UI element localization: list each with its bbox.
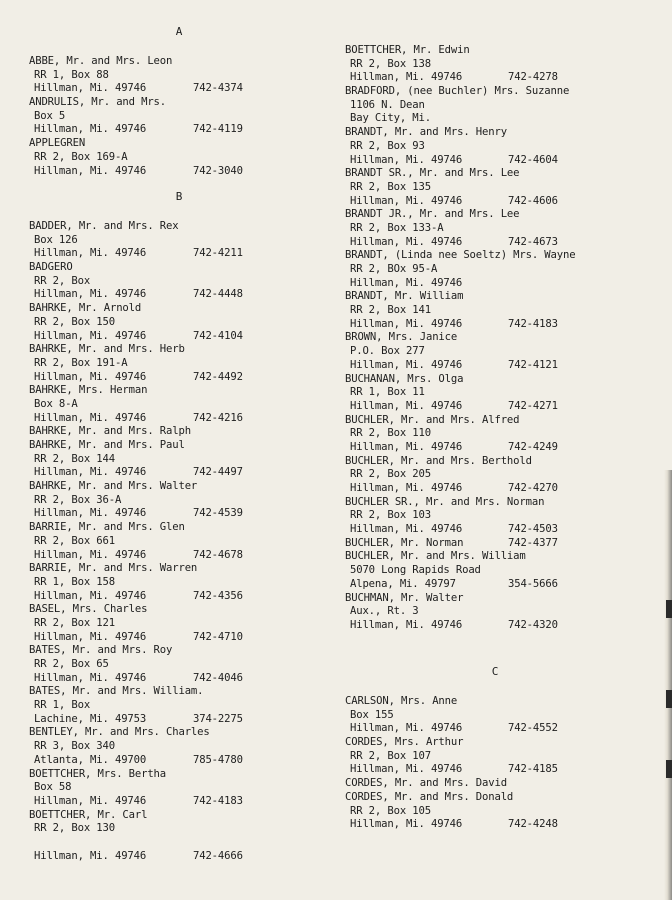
directory-entry: [29, 439, 329, 480]
directory-section: [345, 44, 645, 633]
entry-city: Hillman, Mi. 49746: [350, 71, 463, 84]
entry-address-line: Box 58: [34, 781, 72, 794]
entry-address-line: Box 5: [34, 109, 66, 122]
entry-address-line: Hillman, Mi. 49746: [350, 276, 463, 289]
directory-section: [345, 665, 645, 832]
directory-entry: [345, 249, 645, 290]
entry-phone: 742-4270: [508, 482, 558, 494]
entry-address-line: RR 2, Box 141: [350, 304, 431, 317]
section-letter-heading: C: [491, 665, 499, 678]
directory-entry: [345, 791, 645, 832]
entry-name: ANDRULIS, Mr. and Mrs.: [29, 96, 167, 109]
directory-entry: [29, 768, 329, 809]
entry-name: BUCHLER, Mr. and Mrs. Berthold: [345, 454, 532, 467]
entry-name: BUCHLER, Mr. Norman: [345, 536, 464, 549]
entry-address-line: RR 1, Box 158: [34, 575, 115, 588]
directory-entry: [29, 644, 329, 685]
entry-city: Hillman, Mi. 49746: [34, 247, 147, 260]
entry-city: Hillman, Mi. 49746: [34, 329, 147, 342]
entry-city: Alpena, Mi. 49797: [350, 577, 456, 590]
entry-address-line: RR 2, Box 205: [350, 468, 431, 481]
entry-address-line: RR 2, Box 36-A: [34, 493, 122, 506]
entry-phone: 742-4248: [508, 818, 558, 831]
entry-address-line: RR 2, Box 93: [350, 139, 425, 152]
entry-name: BRANDT, Mr. and Mrs. Henry: [345, 126, 507, 139]
entry-city: Hillman, Mi. 49746: [350, 358, 463, 371]
entry-phone: 742-4271: [508, 399, 558, 412]
entry-phone: 742-4121: [508, 358, 558, 371]
entry-address-line: 5070 Long Rapids Road: [350, 564, 481, 577]
directory-entry: [345, 414, 645, 455]
entry-city: Hillman, Mi. 49746: [350, 399, 463, 412]
entry-city: Lachine, Mi. 49753: [34, 712, 147, 725]
entry-name: ABBE, Mr. and Mrs. Leon: [29, 55, 173, 67]
section-letter-heading: B: [175, 190, 183, 203]
directory-entry: [345, 44, 645, 85]
entry-phone: 742-4492: [193, 370, 243, 383]
entry-address-line: RR 2, Box 65: [34, 658, 109, 670]
entry-city: Hillman, Mi. 49746: [34, 164, 147, 177]
entry-city: Hillman, Mi. 49746: [34, 849, 147, 862]
entry-address-line: RR 2, Box 144: [34, 452, 115, 465]
entry-address-line: Box 8-A: [34, 397, 78, 410]
entry-city: Hillman, Mi. 49746: [350, 818, 463, 831]
entry-name: BROWN, Mrs. Janice: [345, 331, 458, 344]
entry-city: Hillman, Mi. 49746: [34, 548, 147, 561]
entry-phone: 742-4278: [508, 71, 558, 84]
directory-entry: [29, 137, 329, 178]
entry-name: CARLSON, Mrs. Anne: [345, 695, 458, 707]
directory-section: [29, 25, 329, 178]
entry-city: Hillman, Mi. 49746: [34, 466, 147, 479]
page-edge-shadow: [664, 470, 672, 900]
page-edge-tab: [666, 760, 672, 778]
entry-address-line: RR 2, Box 107: [350, 749, 431, 762]
entry-name: APPLEGREN: [29, 137, 86, 150]
directory-entry: [29, 384, 329, 425]
entry-city: Hillman, Mi. 49746: [350, 194, 463, 207]
entry-phone: 742-4497: [193, 466, 243, 479]
entry-address-line: Aux., Rt. 3: [350, 605, 419, 618]
entry-phone: 742-4539: [193, 507, 243, 520]
directory-entry: [345, 550, 645, 591]
entry-phone: 742-4104: [193, 329, 243, 342]
directory-entry: [345, 592, 645, 633]
section-letter-heading: A: [175, 25, 183, 38]
directory-entry: [29, 521, 329, 562]
page-edge-tab: [666, 600, 672, 618]
entry-city: Hillman, Mi. 49746: [350, 235, 463, 248]
entry-name: BOETTCHER, Mr. Carl: [29, 808, 148, 821]
entry-name: BOETTCHER, Mrs. Bertha: [29, 767, 167, 780]
entry-phone: 742-4374: [193, 82, 243, 95]
entry-phone: 742-3040: [193, 164, 243, 177]
entry-address-line: P.O. Box 277: [350, 345, 425, 358]
entry-name: BARRIE, Mr. and Mrs. Warren: [29, 562, 198, 575]
directory-entry: [29, 261, 329, 302]
entry-phone: 742-4604: [508, 153, 558, 166]
entry-phone: 742-4606: [508, 194, 558, 207]
entry-phone: 742-4678: [193, 548, 243, 561]
entry-address-line: RR 2, Box 105: [350, 804, 431, 817]
entry-name: CORDES, Mr. and Mrs. Donald: [345, 790, 514, 803]
entry-address-line: Box 126: [34, 233, 78, 246]
directory-entry: [29, 562, 329, 603]
entry-city: Hillman, Mi. 49746: [34, 123, 147, 136]
directory-entry: [29, 425, 329, 439]
page-edge-tab: [666, 690, 672, 708]
entry-address-line: RR 3, Box 340: [34, 740, 115, 753]
entry-city: Hillman, Mi. 49746: [350, 317, 463, 330]
entry-address-line: RR 2, Box 661: [34, 534, 115, 547]
entry-city: Hillman, Mi. 49746: [350, 153, 463, 166]
entry-phone: 742-4503: [508, 523, 558, 536]
directory-entry: [29, 220, 329, 261]
entry-address-line: RR 2, BOx 95-A: [350, 263, 438, 275]
entry-phone: 742-4552: [508, 722, 558, 735]
entry-address-line: RR 2, Box 169-A: [34, 150, 128, 163]
entry-name: BARRIE, Mr. and Mrs. Glen: [29, 521, 185, 534]
entry-name: CORDES, Mrs. Arthur: [345, 736, 464, 749]
entry-city: Hillman, Mi. 49746: [350, 482, 463, 494]
entry-address-line: 1106 N. Dean: [350, 98, 425, 111]
entry-name: BAHRKE, Mr. Arnold: [29, 302, 142, 315]
entry-city: Hillman, Mi. 49746: [350, 440, 463, 453]
entry-phone: 742-4448: [193, 288, 243, 301]
entry-name: BASEL, Mrs. Charles: [29, 603, 148, 616]
entry-name: BAHRKE, Mr. and Mrs. Herb: [29, 343, 185, 356]
entry-name: BUCHLER, Mr. and Mrs. William: [345, 550, 526, 563]
entry-phone: 354-5666: [508, 577, 558, 590]
entry-address-line: RR 2, Box 191-A: [34, 356, 128, 369]
entry-name: BOETTCHER, Mr. Edwin: [345, 44, 470, 56]
directory-entry: [29, 603, 329, 644]
entry-phone: 742-4377: [508, 536, 558, 549]
entry-phone: 742-4211: [193, 247, 243, 260]
entry-name: BRANDT, Mr. William: [345, 290, 464, 303]
entry-address-line: RR 2, Box: [34, 274, 91, 287]
entry-city: Hillman, Mi. 49746: [350, 523, 463, 536]
entry-name: BUCHLER, Mr. and Mrs. Alfred: [345, 413, 520, 426]
entry-phone: 742-4185: [508, 763, 558, 776]
entry-name: BATES, Mr. and Mrs. Roy: [29, 644, 173, 657]
entry-city: Hillman, Mi. 49746: [34, 794, 147, 807]
directory-entry: [345, 167, 645, 208]
entry-name: BRANDT, (Linda nee Soeltz) Mrs. Wayne: [345, 249, 576, 262]
entry-name: BUCHANAN, Mrs. Olga: [345, 372, 464, 385]
entry-address-line: RR 1, Box 11: [350, 386, 425, 399]
directory-entry: [345, 736, 645, 777]
directory-entry: [345, 331, 645, 372]
entry-name: BADDER, Mr. and Mrs. Rex: [29, 220, 179, 232]
entry-name: BAHRKE, Mr. and Mrs. Walter: [29, 480, 198, 493]
entry-phone: 785-4780: [193, 753, 243, 766]
entry-city: Hillman, Mi. 49746: [350, 763, 463, 776]
entry-phone: 742-4046: [193, 671, 243, 684]
entry-phone: 742-4119: [193, 123, 243, 136]
directory-entry: [29, 685, 329, 726]
entry-name: BRANDT SR., Mr. and Mrs. Lee: [345, 167, 520, 180]
entry-address-line: RR 2, Box 138: [350, 57, 431, 70]
directory-entry: [345, 695, 645, 736]
entry-address-line: Box 155: [350, 708, 394, 721]
entry-address-line: RR 2, Box 103: [350, 509, 431, 522]
directory-entry: [29, 302, 329, 343]
entry-name: BUCHLER SR., Mr. and Mrs. Norman: [345, 495, 545, 508]
entry-phone: 742-4673: [508, 235, 558, 248]
entry-name: CORDES, Mr. and Mrs. David: [345, 777, 507, 790]
entry-city: Hillman, Mi. 49746: [34, 82, 147, 95]
directory-entry: [345, 777, 645, 791]
entry-name: BRADFORD, (nee Buchler) Mrs. Suzanne: [345, 85, 570, 98]
entry-address-line: RR 2, Box 150: [34, 315, 115, 328]
entry-name: BENTLEY, Mr. and Mrs. Charles: [29, 726, 210, 739]
directory-entry: [29, 480, 329, 521]
entry-city: Hillman, Mi. 49746: [34, 630, 147, 643]
entry-city: Hillman, Mi. 49746: [350, 618, 463, 631]
entry-address-line: RR 2, Box 121: [34, 616, 115, 629]
entry-phone: 742-4710: [193, 630, 243, 643]
directory-section: [29, 190, 329, 863]
entry-city: Atlanta, Mi. 49700: [34, 753, 147, 766]
entry-phone: 742-4183: [193, 794, 243, 807]
directory-entry: [345, 290, 645, 331]
entry-name: BAHRKE, Mr. and Mrs. Ralph: [29, 425, 191, 438]
entry-phone: 742-4666: [193, 849, 243, 862]
entry-address-line: Bay City, Mi.: [350, 112, 431, 125]
directory-entry: [345, 85, 645, 126]
entry-name: BUCHMAN, Mr. Walter: [345, 591, 464, 604]
entry-address-line: RR 2, Box 135: [350, 180, 431, 193]
entry-address-line: RR 2, Box 133-A: [350, 221, 444, 234]
entry-city: Hillman, Mi. 49746: [34, 411, 147, 424]
entry-phone: 742-4249: [508, 440, 558, 453]
directory-entry: [29, 726, 329, 767]
directory-entry: [345, 373, 645, 414]
directory-entry: [29, 809, 329, 864]
entry-name: BRANDT JR., Mr. and Mrs. Lee: [345, 208, 520, 221]
entry-address-line: RR 1, Box: [34, 699, 91, 712]
directory-entry: [345, 496, 645, 537]
directory-entry: [29, 55, 329, 96]
entry-city: Hillman, Mi. 49746: [34, 370, 147, 383]
directory-entry: [345, 455, 645, 496]
entry-address-line: RR 2, Box 110: [350, 427, 431, 440]
entry-phone: 742-4320: [508, 618, 558, 631]
entry-phone: 742-4216: [193, 411, 243, 424]
entry-address-line: RR 2, Box 130: [34, 822, 115, 835]
directory-entry: [29, 343, 329, 384]
entry-name: BAHRKE, Mrs. Herman: [29, 384, 148, 397]
entry-city: Hillman, Mi. 49746: [34, 288, 147, 301]
directory-entry: [345, 537, 645, 551]
entry-city: Hillman, Mi. 49746: [350, 722, 463, 735]
entry-phone: 374-2275: [193, 712, 243, 725]
entry-address-line: RR 1, Box 88: [34, 68, 109, 81]
directory-entry: [345, 208, 645, 249]
directory-entry: [29, 96, 329, 137]
entry-phone: 742-4356: [193, 589, 243, 602]
entry-name: BADGERO: [29, 261, 73, 274]
directory-entry: [345, 126, 645, 167]
entry-phone: 742-4183: [508, 317, 558, 330]
entry-city: Hillman, Mi. 49746: [34, 671, 147, 684]
entry-name: BAHRKE, Mr. and Mrs. Paul: [29, 439, 185, 451]
entry-city: Hillman, Mi. 49746: [34, 589, 147, 602]
entry-name: BATES, Mr. and Mrs. William.: [29, 685, 204, 698]
entry-city: Hillman, Mi. 49746: [34, 507, 147, 520]
